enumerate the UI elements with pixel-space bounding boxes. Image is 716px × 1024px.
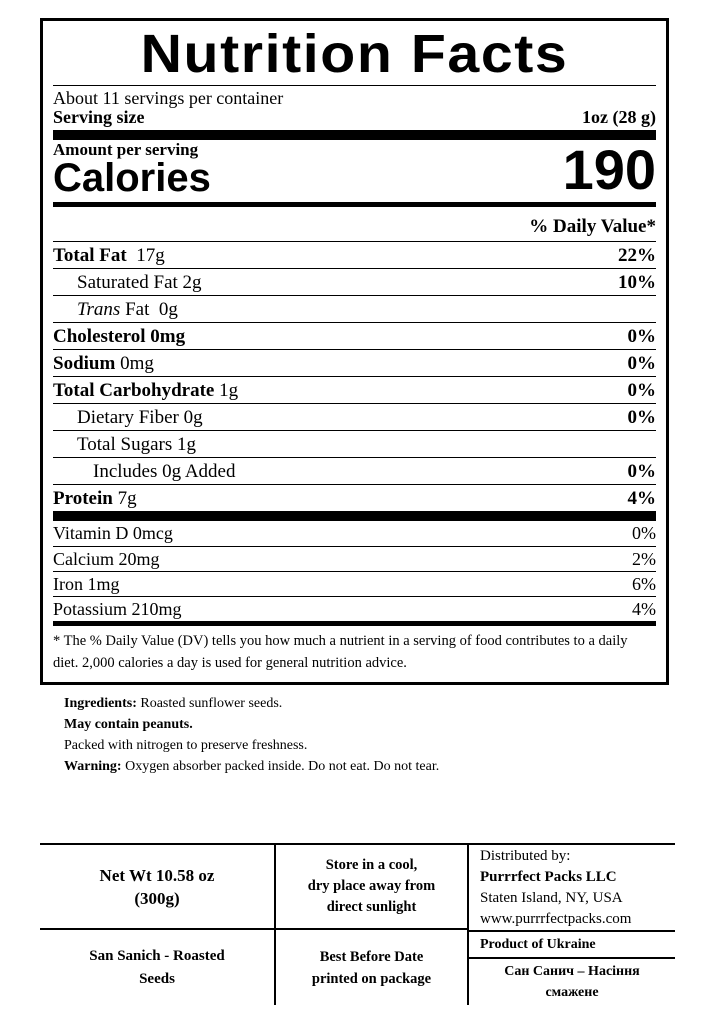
ingredients-text: Roasted sunflower seeds. bbox=[140, 696, 283, 711]
best-before-text: printed on package bbox=[311, 970, 432, 987]
nutrient-name: Saturated Fat 2g bbox=[77, 272, 202, 293]
storage-instructions: direct sunlight bbox=[326, 899, 417, 915]
nutrient-amount: 17g bbox=[136, 245, 165, 266]
nutrient-row-cholesterol bbox=[53, 322, 656, 349]
vitamin-dv: 2% bbox=[632, 549, 656, 569]
nutrient-row-trans-fat bbox=[53, 295, 656, 322]
nutrient-name: Dietary Fiber 0g bbox=[77, 407, 203, 428]
nutrient-amount: 7g bbox=[117, 488, 137, 509]
product-name-cell bbox=[40, 930, 274, 1005]
nutrient-name: Protein bbox=[53, 488, 113, 509]
net-weight-grams: (300g) bbox=[134, 888, 180, 908]
nutrient-dv: 0% bbox=[627, 407, 656, 428]
ingredients-section bbox=[64, 693, 664, 777]
net-weight-cell bbox=[40, 845, 274, 928]
ukrainian-product-name: Сан Санич – Насіння bbox=[504, 964, 640, 979]
nutrient-row-dietary-fiber bbox=[53, 403, 656, 430]
nutrient-name: Total Sugars 1g bbox=[77, 434, 196, 455]
nutrient-row-total-carbohydrate bbox=[53, 376, 656, 403]
vitamin-dv: 0% bbox=[632, 523, 656, 543]
net-weight: Net Wt 10.58 oz bbox=[99, 865, 215, 885]
serving-size-value: 1oz (28 g) bbox=[582, 107, 656, 127]
nutrition-facts-panel bbox=[40, 18, 669, 685]
vitamin-dv: 6% bbox=[632, 574, 656, 594]
storage-instructions: Store in a cool, bbox=[325, 857, 418, 873]
warning-label: Warning: bbox=[64, 759, 122, 774]
ingredients-label: Ingredients: bbox=[64, 696, 137, 711]
panel-title: Nutrition Facts bbox=[140, 24, 569, 84]
nutrient-name: Trans bbox=[77, 299, 121, 320]
nutrient-dv: 4% bbox=[627, 488, 656, 509]
nutrient-dv: 0% bbox=[627, 380, 656, 401]
distributor-company: Purrrfect Packs LLC bbox=[480, 868, 617, 885]
ukrainian-name-cell bbox=[469, 959, 675, 1005]
nutrient-amount: 0mg bbox=[120, 353, 154, 374]
best-before-text: Best Before Date bbox=[319, 948, 424, 965]
daily-value-header: % Daily Value* bbox=[529, 216, 656, 237]
storage-instructions: dry place away from bbox=[307, 878, 436, 894]
country-of-origin: Product of Ukraine bbox=[480, 936, 596, 952]
calories-label: Calories bbox=[53, 156, 211, 200]
servings-per-container: About 11 servings per container bbox=[53, 88, 284, 108]
serving-size-label: Serving size bbox=[53, 107, 145, 127]
nutrient-name: Total Carbohydrate bbox=[53, 380, 215, 401]
origin-cell bbox=[480, 932, 675, 957]
best-before-cell bbox=[276, 930, 467, 1005]
vitamin-row-potassium bbox=[53, 596, 656, 621]
distributor-website: www.purrrfectpacks.com bbox=[480, 910, 632, 927]
nutrient-row-sodium bbox=[53, 349, 656, 376]
divider bbox=[53, 85, 656, 86]
nutrient-dv: 0% bbox=[627, 353, 656, 374]
vitamin-name: Calcium 20mg bbox=[53, 549, 160, 569]
distributor-cell bbox=[480, 845, 675, 930]
nutrient-amount: Fat 0g bbox=[125, 299, 178, 320]
warning-text: Oxygen absorber packed inside. Do not eat. Do not tear. bbox=[125, 759, 440, 774]
serving-size-row bbox=[53, 107, 656, 130]
calories-block bbox=[53, 140, 656, 202]
vitamin-row-iron bbox=[53, 571, 656, 596]
nutrient-dv: 0% bbox=[627, 326, 656, 347]
divider-medium bbox=[53, 621, 656, 626]
nutrient-row-total-fat bbox=[53, 241, 656, 268]
nutrient-name: Total Fat bbox=[53, 245, 127, 266]
product-info-table bbox=[40, 843, 675, 1005]
nutrient-name: Includes 0g Added bbox=[93, 461, 236, 482]
vitamin-name: Iron 1mg bbox=[53, 574, 120, 594]
calories-value: 190 bbox=[562, 138, 656, 201]
distributed-by-label: Distributed by: bbox=[480, 847, 571, 864]
nutrient-row-protein bbox=[53, 484, 656, 511]
allergen-statement: May contain peanuts. bbox=[64, 717, 193, 732]
packing-note: Packed with nitrogen to preserve freshness. bbox=[64, 738, 308, 753]
product-name: Seeds bbox=[139, 970, 175, 987]
vitamin-row-vitamin-d bbox=[53, 521, 656, 546]
divider-medium bbox=[53, 202, 656, 207]
ukrainian-product-name: смажене bbox=[545, 985, 599, 1000]
nutrient-name: Cholesterol 0mg bbox=[53, 326, 186, 347]
distributor-city: Staten Island, NY, USA bbox=[480, 889, 623, 906]
nutrient-row-saturated-fat bbox=[53, 268, 656, 295]
nutrient-amount: 1g bbox=[219, 380, 239, 401]
nutrient-name: Sodium bbox=[53, 353, 116, 374]
nutrient-dv: 10% bbox=[618, 272, 656, 293]
nutrient-row-total-sugars bbox=[53, 430, 656, 457]
nutrient-dv: 22% bbox=[618, 245, 656, 266]
amount-per-serving: Amount per serving bbox=[53, 140, 199, 159]
vitamin-name: Vitamin D 0mcg bbox=[53, 523, 173, 543]
divider-thick bbox=[53, 511, 656, 521]
storage-cell bbox=[276, 845, 467, 928]
daily-value-footnote: * The % Daily Value (DV) tells you how much a nutrient in a serving of food contributes to a daily diet. 2,000 calories a day is used for general nutrition advice. bbox=[53, 633, 628, 671]
vitamin-dv: 4% bbox=[632, 599, 656, 619]
vitamin-row-calcium bbox=[53, 546, 656, 571]
nutrient-row-added-sugars bbox=[53, 457, 656, 484]
vitamin-name: Potassium 210mg bbox=[53, 599, 182, 619]
product-name: San Sanich - Roasted bbox=[89, 947, 225, 964]
nutrient-dv: 0% bbox=[627, 461, 656, 482]
